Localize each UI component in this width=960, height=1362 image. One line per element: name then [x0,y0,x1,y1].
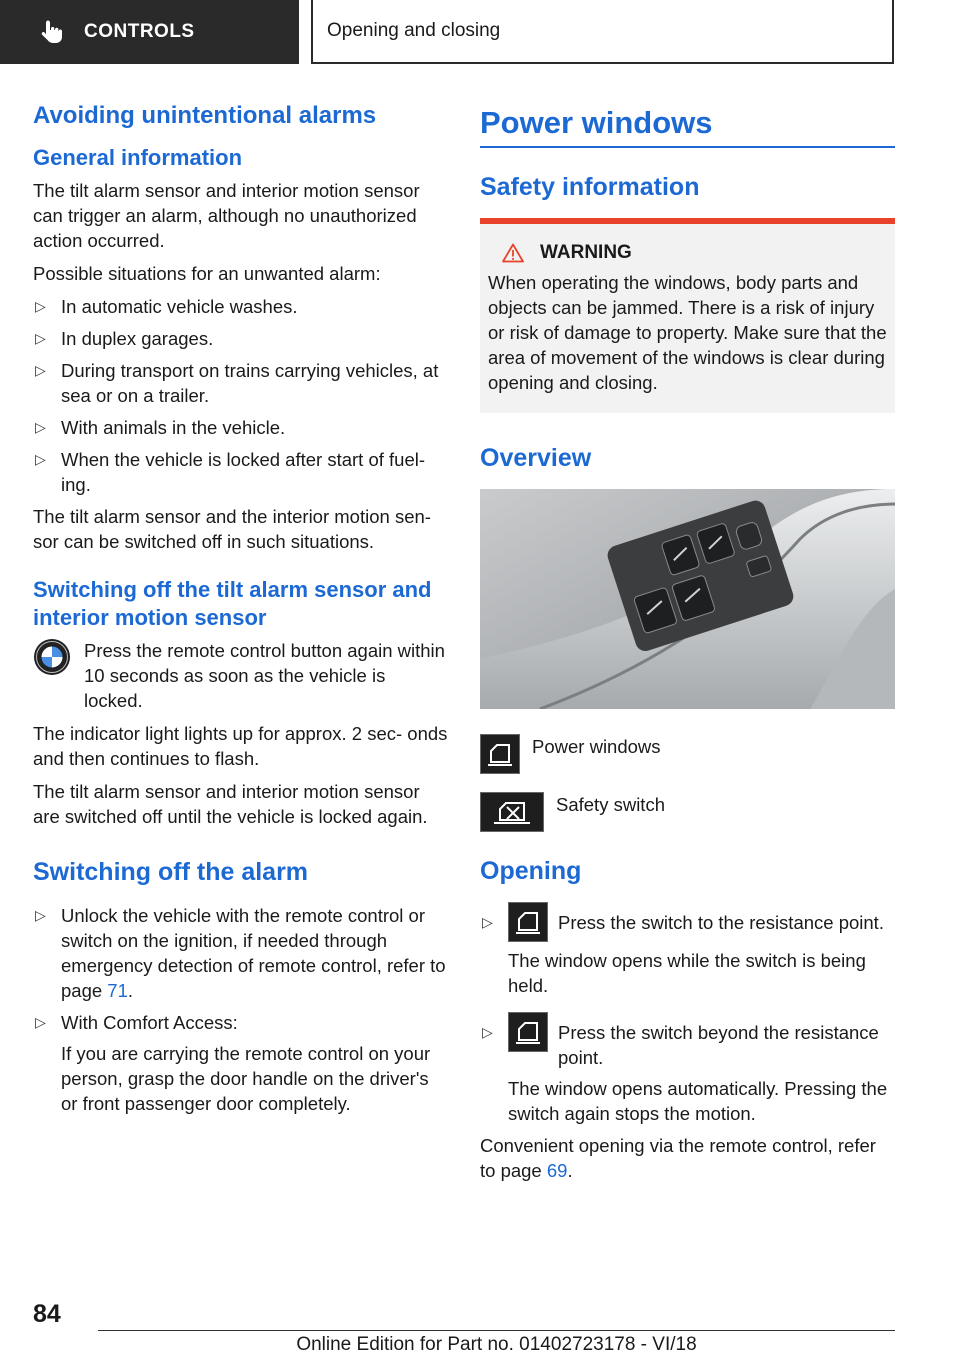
safety-switch-label: Safety switch [556,794,665,815]
list-item: ▷ In automatic vehicle washes. [35,296,298,317]
left-column [33,100,448,1123]
list-item: ▷ During transport on trains carrying vehicles, at sea or on a trailer. [35,360,439,406]
power-window-switch-icon [480,734,520,774]
list-item: ▷ Press the switch to the resistance point. The window opens while the switch is being held. [480,902,895,998]
page-ref-link[interactable]: 71 [107,980,128,1001]
switch-off-sensor-heading: Switching off the tilt alarm sensor and interior motion sensor [33,577,432,630]
sensor-switched-off-paragraph: The tilt alarm sensor and interior motion sensor are switched off until the vehicle is locked again. [33,781,428,827]
page-number: 84 [33,1300,61,1328]
power-windows-title: Power windows [480,105,713,140]
overview-heading: Overview [480,444,592,472]
opening-list [480,902,895,1126]
list-item: ▷ When the vehicle is locked after start of fuel- ing. [35,449,426,495]
chapter-tab [311,0,894,64]
warning-triangle-icon [502,243,524,263]
door-window-switches-photo [480,489,895,709]
warning-label: WARNING [540,242,632,263]
general-information-p1: The tilt alarm sensor and interior motion sensor can trigger an alarm, although no unauthorized action occurred. [33,180,420,251]
power-window-switch-icon [508,902,548,942]
general-information-p2: Possible situations for an unwanted alarm: [33,263,381,284]
power-windows-label: Power windows [532,736,661,757]
warning-text: When operating the windows, body parts and objects can be jammed. There is a risk of injury or risk of damage to property. Make sure that the area of movement of the windows is clear during opening and closing. [488,272,887,393]
general-information-p3: The tilt alarm sensor and the interior motion sen- sor can be switched off in such situations. [33,506,431,552]
power-window-switch-icon [508,1012,548,1052]
footer-rule [98,1330,895,1331]
right-column [480,100,895,1191]
bmw-logo-icon [33,638,71,676]
comfort-access-text: If you are carrying the remote control on your person, grasp the door handle on the driver's or front passenger door completely. [61,1043,431,1114]
unwanted-alarm-list [33,294,448,497]
chapter-label: Opening and closing [327,20,501,41]
warning-box [480,218,895,413]
safety-switch-legend [480,792,895,832]
footer-edition: Online Edition for Part no. 01402723178 - VI/18 [296,1334,697,1355]
list-item: ▷ Unlock the vehicle with the remote control or switch on the ignition, if needed through emergency detection of remote control, refer to page 71. [35,905,446,1001]
remote-opening-paragraph: Convenient opening via the remote control, refer to page 69. [480,1135,876,1181]
page-ref-link[interactable]: 69 [546,1160,568,1181]
safety-switch-icon [480,792,544,832]
list-item: ▷ In duplex garages. [35,328,214,349]
page-header [0,0,960,66]
opening-heading: Opening [480,857,582,885]
warning-header [488,242,887,264]
indicator-light-paragraph: The indicator light lights up for approx. 2 sec- onds and then continues to flash. [33,723,448,769]
safety-information-heading: Safety information [480,173,700,201]
power-windows-legend [480,734,895,774]
section-tab [0,0,299,64]
list-item: ▷ With Comfort Access: If you are carrying the remote control on your person, grasp the door handle on the driver's or front passenger door completely. [33,1010,448,1116]
list-item: ▷ Press the switch beyond the resistance point. The window opens automatically. Pressing the switch again stops the motion. [480,1012,895,1126]
section-label: CONTROLS [84,21,195,42]
opening-item1-sub: The window opens while the switch is being held. [508,950,866,996]
switch-off-alarm-heading: Switching off the alarm [33,858,309,886]
title-rule [480,146,895,148]
opening-item2-sub: The window opens automatically. Pressing the switch again stops the motion. [508,1078,888,1124]
pointing-hand-icon [40,19,64,45]
switch-off-alarm-list [33,903,448,1116]
general-information-heading: General information [33,145,243,170]
list-item: ▷ With animals in the vehicle. [35,417,286,438]
left-title: Avoiding unintentional alarms [33,102,377,129]
remote-button-paragraph: Press the remote control button again within 10 seconds as soon as the vehicle is locked. [33,638,448,713]
